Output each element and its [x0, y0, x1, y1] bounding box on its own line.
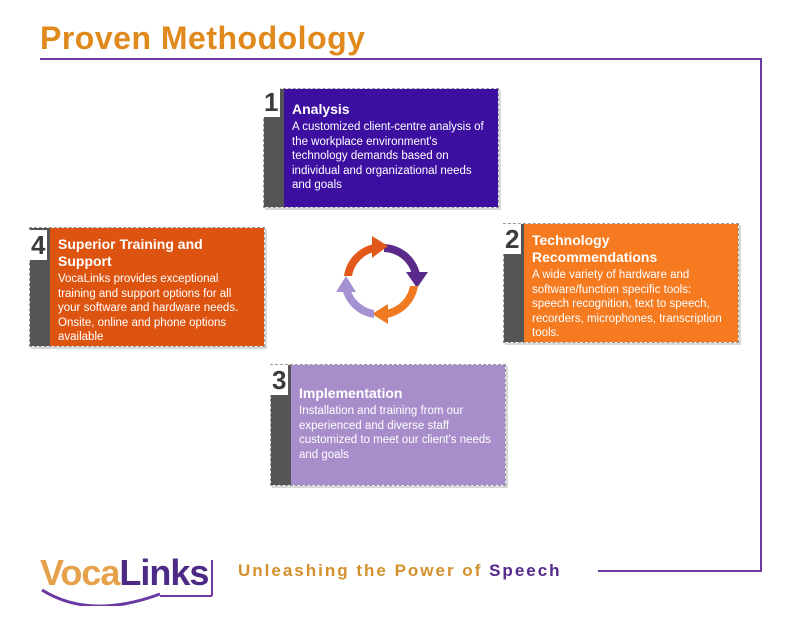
cycle-arrow-purple — [384, 244, 420, 274]
frame-right-line — [760, 58, 762, 572]
tagline-accent: Speech — [489, 561, 562, 580]
implementation-card — [270, 364, 506, 486]
training-text: VocaLinks provides exceptional training and support options for all your software and hardware needs. Onsite, online and phone options available — [58, 273, 239, 344]
cycle-arrowhead-lavender — [336, 276, 356, 292]
cycle-arrowhead-red — [372, 236, 388, 258]
technology-text: A wide variety of hardware and software/function specific tools: speech recognition, text to speech, recorders, microphones, transcription tools. — [532, 269, 722, 340]
training-step-number: 4 — [31, 230, 46, 260]
training-card-body — [50, 228, 264, 346]
logo-voca: Voca — [40, 552, 120, 593]
analysis-title: Analysis — [292, 101, 350, 117]
cycle-arrows-icon — [326, 230, 436, 330]
analysis-step-number: 1 — [264, 87, 279, 117]
analysis-card-body — [284, 89, 498, 207]
training-card — [29, 227, 265, 347]
implementation-text: Installation and training from our experienced and diverse staff customized to meet our client's needs and goals — [299, 405, 492, 461]
technology-step-number: 2 — [505, 224, 520, 254]
tagline — [238, 561, 562, 581]
analysis-text: A customized client-centre analysis of the workplace environment's technology demands based on individual and organizational needs and goals — [292, 121, 484, 192]
implementation-title: Implementation — [299, 385, 403, 401]
cycle-arrow-orange — [386, 286, 418, 318]
analysis-card — [263, 88, 499, 208]
technology-card — [503, 223, 739, 343]
cycle-arrow-lavender — [342, 288, 374, 318]
technology-card-body — [524, 224, 738, 342]
vocalinks-logo — [40, 550, 216, 600]
page-title: Proven Methodology — [40, 20, 366, 56]
logo-text — [40, 552, 208, 594]
implementation-step-number: 3 — [272, 365, 287, 395]
training-title: Superior Training and Support — [58, 236, 203, 269]
technology-title: Technology Recommendations — [532, 232, 658, 265]
cycle-arrow-red — [344, 244, 374, 276]
cycle-arrowhead-purple — [406, 272, 428, 288]
frame-bottom-line — [598, 570, 762, 572]
tagline-main: Unleashing the Power of — [238, 561, 483, 580]
logo-links: Links — [119, 552, 209, 593]
frame-top-line — [40, 58, 762, 60]
implementation-card-body — [291, 365, 505, 485]
cycle-arrowhead-orange — [372, 304, 388, 324]
